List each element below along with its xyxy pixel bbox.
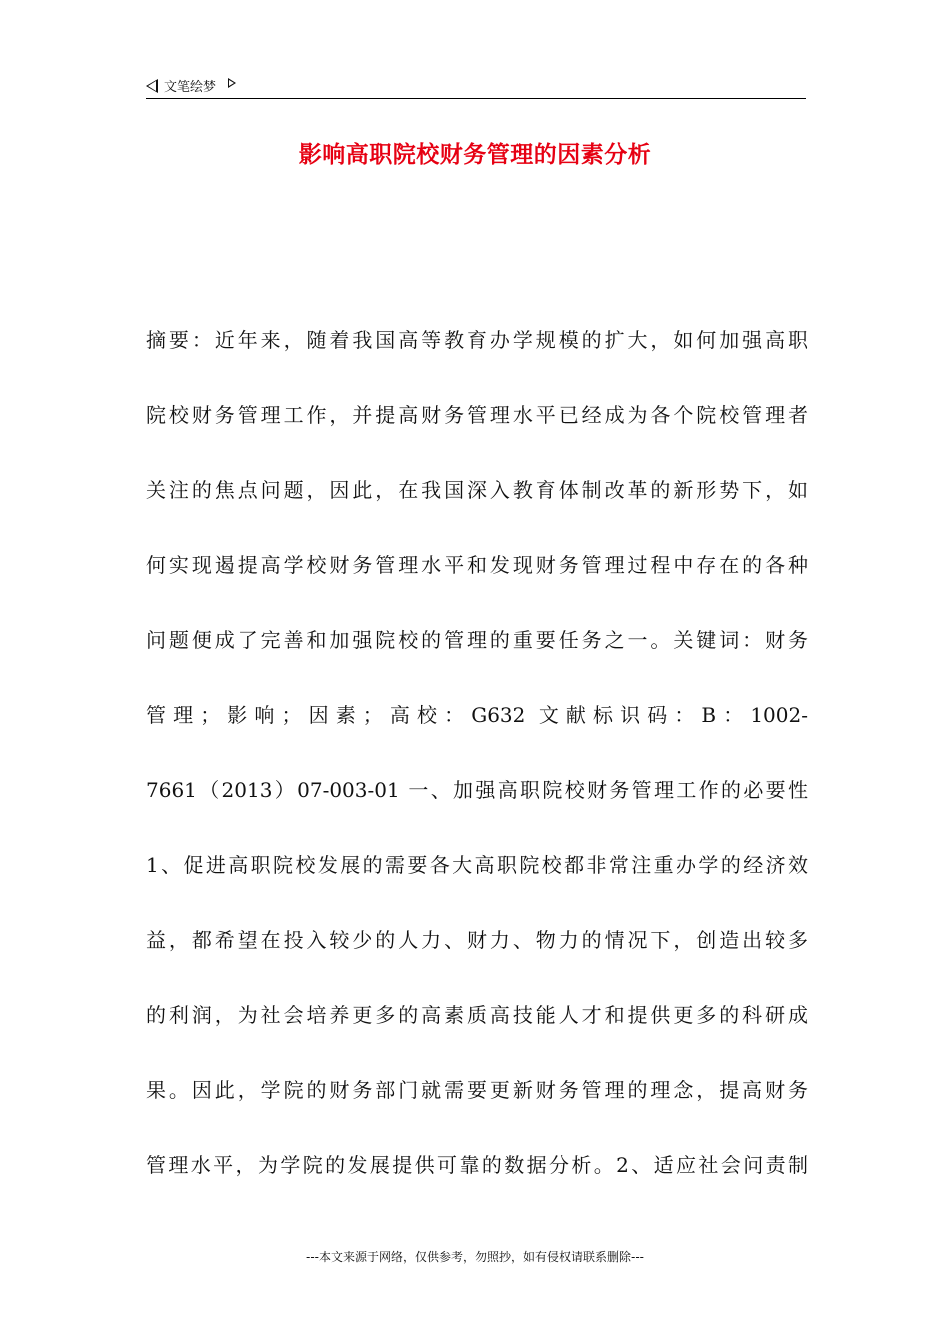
body-line: 院校财务管理工作，并提高财务管理水平已经成为各个院校管理者 xyxy=(146,403,808,427)
header-brand-group xyxy=(146,76,236,95)
body-line: 摘要：近年来，随着我国高等教育办学规模的扩大，如何加强高职 xyxy=(146,328,808,352)
body-line: 的利润，为社会培养更多的高素质高技能人才和提供更多的科研成 xyxy=(146,1003,808,1027)
header-brand: 文笔绘梦 xyxy=(164,80,217,95)
body-line: 问题便成了完善和加强院校的管理的重要任务之一。关键词：财务 xyxy=(146,628,808,652)
footer-notice: ---本文来源于网络，仅供参考，勿照抄，如有侵权请联系删除--- xyxy=(306,1250,644,1264)
document-title: 影响高职院校财务管理的因素分析 xyxy=(298,141,652,168)
body-line: 何实现遏提高学校财务管理水平和发现财务管理过程中存在的各种 xyxy=(146,553,808,577)
body-line: 1、促进高职院校发展的需要各大高职院校都非常注重办学的经济效 xyxy=(146,853,808,877)
right-triangle-icon xyxy=(228,78,236,88)
body-line: 关注的焦点问题，因此，在我国深入教育体制改革的新形势下，如 xyxy=(146,478,808,502)
body-line: 管理水平，为学院的发展提供可靠的数据分析。2、适应社会问责制 xyxy=(146,1153,808,1177)
body-line: 7661（2013）07-003-01 一、加强高职院校财务管理工作的必要性 xyxy=(146,778,808,802)
body-line: 益，都希望在投入较少的人力、财力、物力的情况下，创造出较多 xyxy=(146,928,808,952)
left-triangle-icon xyxy=(146,79,158,93)
body-line: 管理；影响；因素；高校：G632 文献标识码：B：1002- xyxy=(146,703,808,727)
body-line: 果。因此，学院的财务部门就需要更新财务管理的理念，提高财务 xyxy=(146,1078,808,1102)
page-header xyxy=(146,76,806,99)
